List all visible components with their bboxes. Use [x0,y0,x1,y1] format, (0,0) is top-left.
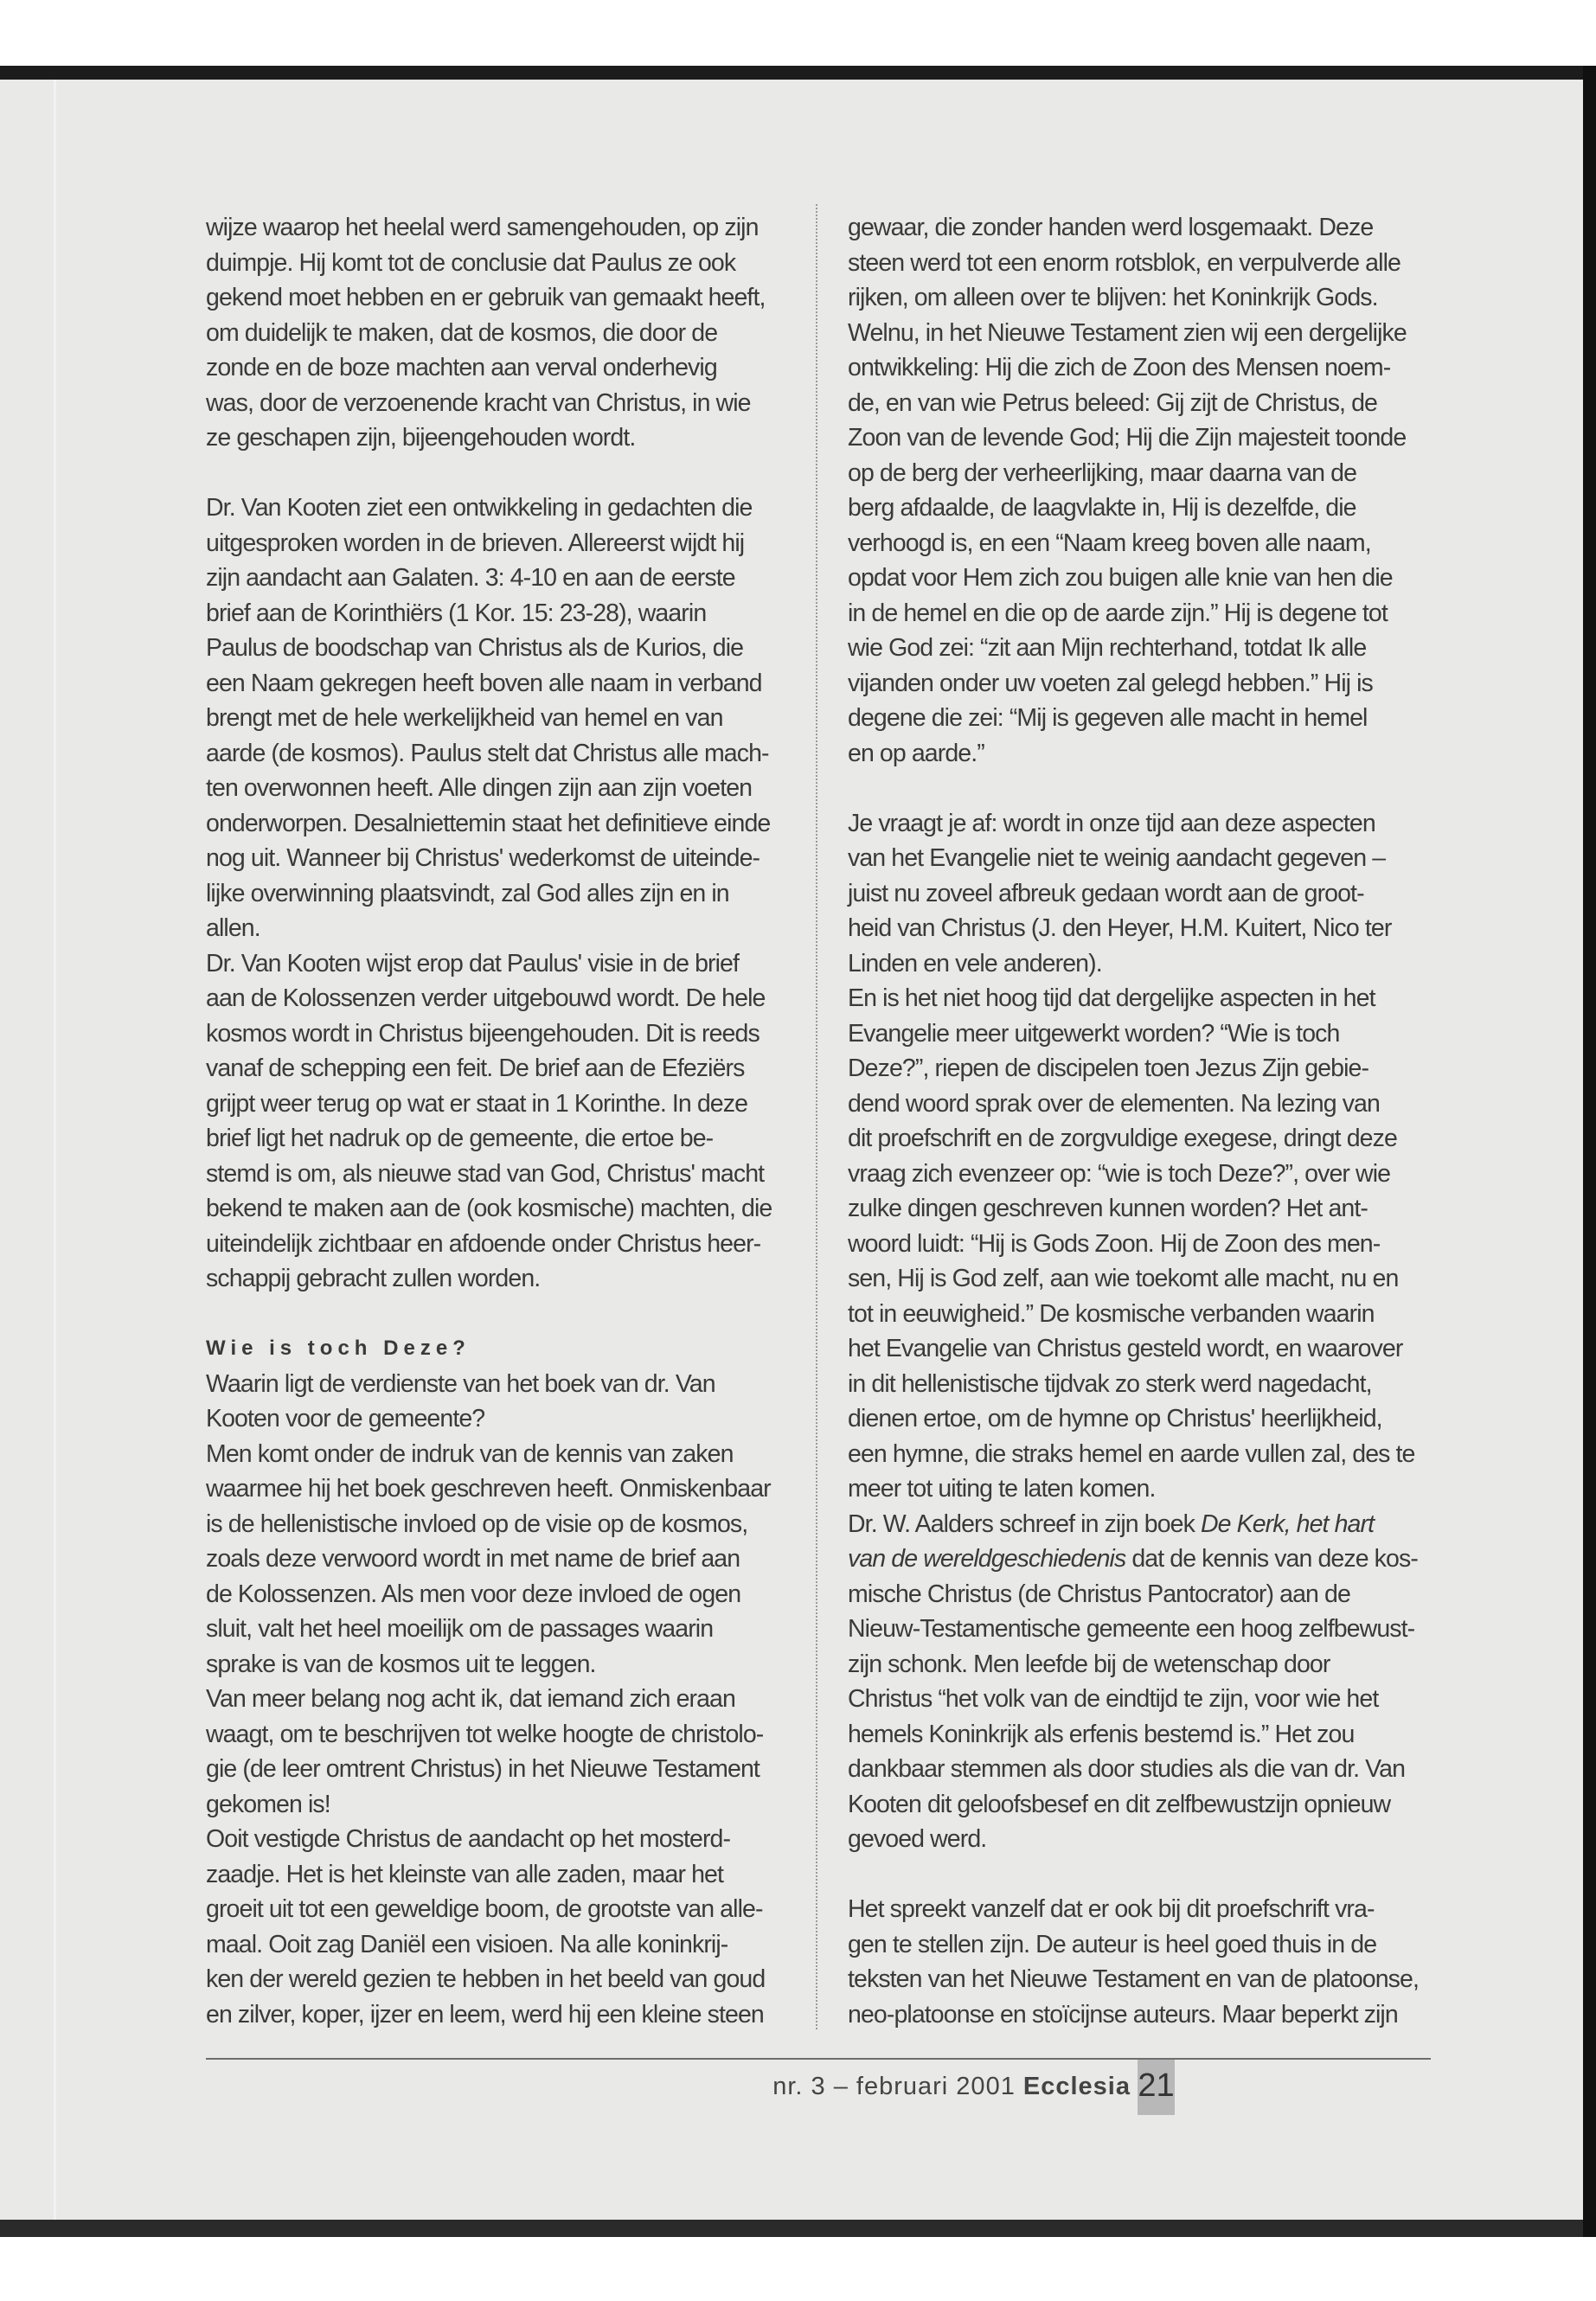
text-line: rijken, om alleen over te blijven: het Koninkrijk Gods. [848,284,1378,311]
text-line: lijke overwinning plaatsvindt, zal God alles zijn en in [206,879,729,907]
text-line: Kooten voor de gemeente? [206,1405,485,1433]
text-line [848,1857,1436,1893]
text-line: sluit, valt het heel moeilijk om de passages waarin [206,1615,714,1643]
text-line: Paulus de boodschap van Christus als de Kurios, die [206,634,744,662]
text-line: Van meer belang nog acht ik, dat iemand zich eraan [206,1685,735,1713]
text-line: Evangelie meer uitgewerkt worden? “Wie is toch [848,1019,1340,1048]
book-title: De Kerk, het hart [1200,1509,1375,1538]
text-line: dit proefschrift en de zorgvuldige exegese, dringt deze [848,1125,1397,1152]
text-line: berg afdaalde, de laagvlakte in, Hij is dezelfde, die [848,494,1356,522]
text-line: was, door de verzoenende kracht van Christus, in wie [206,388,751,417]
text-line: Men komt onder de indruk van de kennis van zaken [206,1439,734,1468]
text-line: gevoed werd. [848,1825,987,1853]
text-line: Je vraagt je af: wordt in onze tijd aan deze aspecten [848,809,1375,837]
text-line: allen. [206,914,260,942]
right-column [848,210,1436,2032]
text-line: aarde (de kosmos). Paulus stelt dat Christus alle mach- [206,739,769,767]
text-line: steen werd tot een enorm rotsblok, en verpulverde alle [848,248,1401,277]
column-divider [816,204,817,2029]
text-line: hemels Koninkrijk als erfenis bestemd is.” Het zou [848,1720,1355,1748]
text-line: stemd is om, als nieuwe stad van God, Christus' macht [206,1159,765,1188]
text-line: aan de Kolossenzen verder uitgebouwd wordt. De hele [206,984,766,1012]
text-line: van het Evangelie niet te weinig aandacht gegeven – [848,844,1386,872]
text-line [848,1541,1436,1577]
text-line: duimpje. Hij komt tot de conclusie dat Paulus ze ook [206,248,736,277]
text-line: wie God zei: “zit aan Mijn rechterhand, totdat Ik alle [848,634,1367,662]
text-line: in de hemel en die op de aarde zijn.” Hij is degene tot [848,599,1388,627]
text-line [206,456,794,491]
text-line: woord luidt: “Hij is Gods Zoon. Hij de Zoon des men- [848,1229,1381,1258]
text-line: En is het niet hoog tijd dat dergelijke aspecten in het [848,984,1375,1012]
text-line: zonde en de boze machten aan verval onderhevig [206,354,717,381]
text-line: zijn aandacht aan Galaten. 3: 4-10 en aan de eerste [206,564,735,592]
text-line: brief aan de Korinthiërs (1 Kor. 15: 23-28), waarin [206,599,707,627]
text-line: ken der wereld gezien te hebben in het beeld van goud [206,1965,766,1993]
text-line [848,1507,1436,1542]
text-line: vanaf de schepping een feit. De brief aan de Efeziërs [206,1054,745,1082]
text-line: gie (de leer omtrent Christus) in het Nieuwe Testament [206,1755,760,1783]
text-line: waarmee hij het boek geschreven heeft. Onmiskenbaar [206,1475,771,1503]
text-line: Welnu, in het Nieuwe Testament zien wij een dergelijke [848,318,1407,347]
text-line: om duidelijk te maken, dat de kosmos, die door de [206,318,718,347]
text-line: en op aarde.” [848,739,984,767]
text-line: waagt, om te beschrijven tot welke hoogte de christolo- [206,1720,764,1748]
text-line [206,1297,794,1332]
text-line: brengt met de hele werkelijkheid van hemel en van [206,704,723,732]
text-line: en zilver, koper, ijzer en leem, werd hij een kleine steen [206,2000,764,2029]
text-line: degene die zei: “Mij is gegeven alle macht in hemel [848,704,1368,732]
text-line: zulke dingen geschreven kunnen worden? Het ant- [848,1195,1368,1222]
text-line: gen te stellen zijn. De auteur is heel goed thuis in de [848,1930,1377,1958]
issue-label: nr. 3 – februari 2001 [772,2073,1016,2100]
text-line: uitgesproken worden in de brieven. Allereerst wijdt hij [206,529,745,557]
text-line: het Evangelie van Christus gesteld wordt, en waarover [848,1335,1403,1362]
text-line: bekend te maken aan de (ook kosmische) machten, die [206,1195,772,1222]
text-line: ze geschapen zijn, bijeengehouden wordt. [206,424,636,452]
text-line: gekomen is! [206,1790,330,1818]
text-line: onderworpen. Desalniettemin staat het definitieve einde [206,809,771,837]
text-line: grijpt weer terug op wat er staat in 1 Korinthe. In deze [206,1089,748,1118]
text-line: wijze waarop het heelal werd samengehouden, op zijn [206,214,759,241]
left-column [206,210,794,2032]
text-line: juist nu zoveel afbreuk gedaan wordt aan de groot- [848,879,1364,907]
text-line: een Naam gekregen heeft boven alle naam in verband [206,669,762,697]
text-line: Dr. Van Kooten wijst erop dat Paulus' visie in de brief [206,949,740,977]
text-line: op de berg der verheerlijking, maar daarna van de [848,458,1357,487]
text-line: in dit hellenistische tijdvak zo sterk werd nagedacht, [848,1369,1372,1398]
text-segment: dat de kennis van deze kos- [1125,1545,1418,1573]
text-line: mische Christus (de Christus Pantocrator) aan de [848,1580,1350,1608]
text-line: schappij gebracht zullen worden. [206,1265,541,1292]
text-line: vraag zich evenzeer op: “wie is toch Deze?”, over wie [848,1159,1391,1188]
text-line: neo-platoonse en stoïcijnse auteurs. Maar beperkt zijn [848,2000,1398,2029]
text-line: sen, Hij is God zelf, aan wie toekomt alle macht, nu en [848,1265,1399,1292]
text-line: tot in eeuwigheid.” De kosmische verbanden waarin [848,1299,1375,1328]
text-line: Kooten dit geloofsbesef en dit zelfbewustzijn opnieuw [848,1790,1391,1818]
text-line: Het spreekt vanzelf dat er ook bij dit proefschrift vra- [848,1895,1375,1923]
text-line: een hymne, die straks hemel en aarde vullen zal, des te [848,1439,1415,1468]
text-line: de, en van wie Petrus beleed: Gij zijt de Christus, de [848,388,1377,417]
footer-rule [206,2058,1431,2060]
section-heading: Wie is toch Deze? [206,1336,471,1360]
text-line: Ooit vestigde Christus de aandacht op het mosterd- [206,1825,731,1853]
text-line: Deze?”, riepen de discipelen toen Jezus Zijn gebie- [848,1054,1369,1082]
magazine-name: Ecclesia [1022,2073,1131,2100]
text-line: is de hellenistische invloed op de visie op de kosmos, [206,1509,748,1538]
text-line: Zoon van de levende God; Hij die Zijn majesteit toonde [848,424,1407,452]
text-line: dankbaar stemmen als door studies als die van dr. Van [848,1755,1406,1783]
text-line: brief ligt het nadruk op de gemeente, die ertoe be- [206,1125,714,1152]
text-line: sprake is van de kosmos uit te leggen. [206,1650,596,1678]
text-line: vijanden onder uw voeten zal gelegd hebben.” Hij is [848,669,1373,697]
text-line: Linden en vele anderen). [848,949,1102,977]
text-line: ontwikkeling: Hij die zich de Zoon des Mensen noem- [848,354,1391,381]
text-line: kosmos wordt in Christus bijeengehouden. Dit is reeds [206,1019,760,1048]
text-line: heid van Christus (J. den Heyer, H.M. Kuitert, Nico ter [848,914,1392,942]
page-number: 21 [1138,2060,1175,2115]
text-line: nog uit. Wanneer bij Christus' wederkomst de uiteinde- [206,844,760,872]
text-line: Waarin ligt de verdienste van het boek van dr. Van [206,1369,715,1398]
text-segment: Dr. W. Aalders schreef in zijn boek [848,1509,1201,1538]
page-edge [54,80,56,2220]
scan-border-bottom [0,2220,1596,2237]
text-line: opdat voor Hem zich zou buigen alle knie van hen die [848,564,1393,592]
text-line: gewaar, die zonder handen werd losgemaakt. Deze [848,214,1374,241]
text-line: zijn schonk. Men leefde bij de wetenschap door [848,1650,1330,1678]
text-line: teksten van het Nieuwe Testament en van de platoonse, [848,1965,1419,1993]
text-line: verhoogd is, en een “Naam kreeg boven alle naam, [848,529,1371,557]
text-line: maal. Ooit zag Daniël een visioen. Na alle koninkrij- [206,1930,728,1958]
text-line: ten overwonnen heeft. Alle dingen zijn aan zijn voeten [206,774,753,802]
text-line: Dr. Van Kooten ziet een ontwikkeling in gedachten die [206,494,753,522]
text-line: Christus “het volk van de eindtijd te zijn, voor wie het [848,1685,1379,1713]
scan-border-top [0,66,1596,80]
text-line: groeit uit tot een geweldige boom, de grootste van alle- [206,1895,763,1923]
book-title: van de wereldgeschiedenis [848,1545,1126,1573]
footer [772,2067,1131,2106]
text-line: Nieuw-Testamentische gemeente een hoog zelfbewust- [848,1615,1415,1643]
text-line: de Kolossenzen. Als men voor deze invloed de ogen [206,1580,741,1608]
text-line: uiteindelijk zichtbaar en afdoende onder Christus heer- [206,1229,761,1258]
text-line: gekend moet hebben en er gebruik van gemaakt heeft, [206,284,766,311]
text-line: zoals deze verwoord wordt in met name de brief aan [206,1545,740,1573]
scan-border-right [1583,66,1596,2237]
text-line [848,771,1436,806]
text-line: meer tot uiting te laten komen. [848,1475,1156,1503]
text-line: zaadje. Het is het kleinste van alle zaden, maar het [206,1860,723,1888]
text-line: dend woord sprak over de elementen. Na lezing van [848,1089,1380,1118]
text-line: dienen ertoe, om de hymne op Christus' heerlijkheid, [848,1405,1382,1433]
